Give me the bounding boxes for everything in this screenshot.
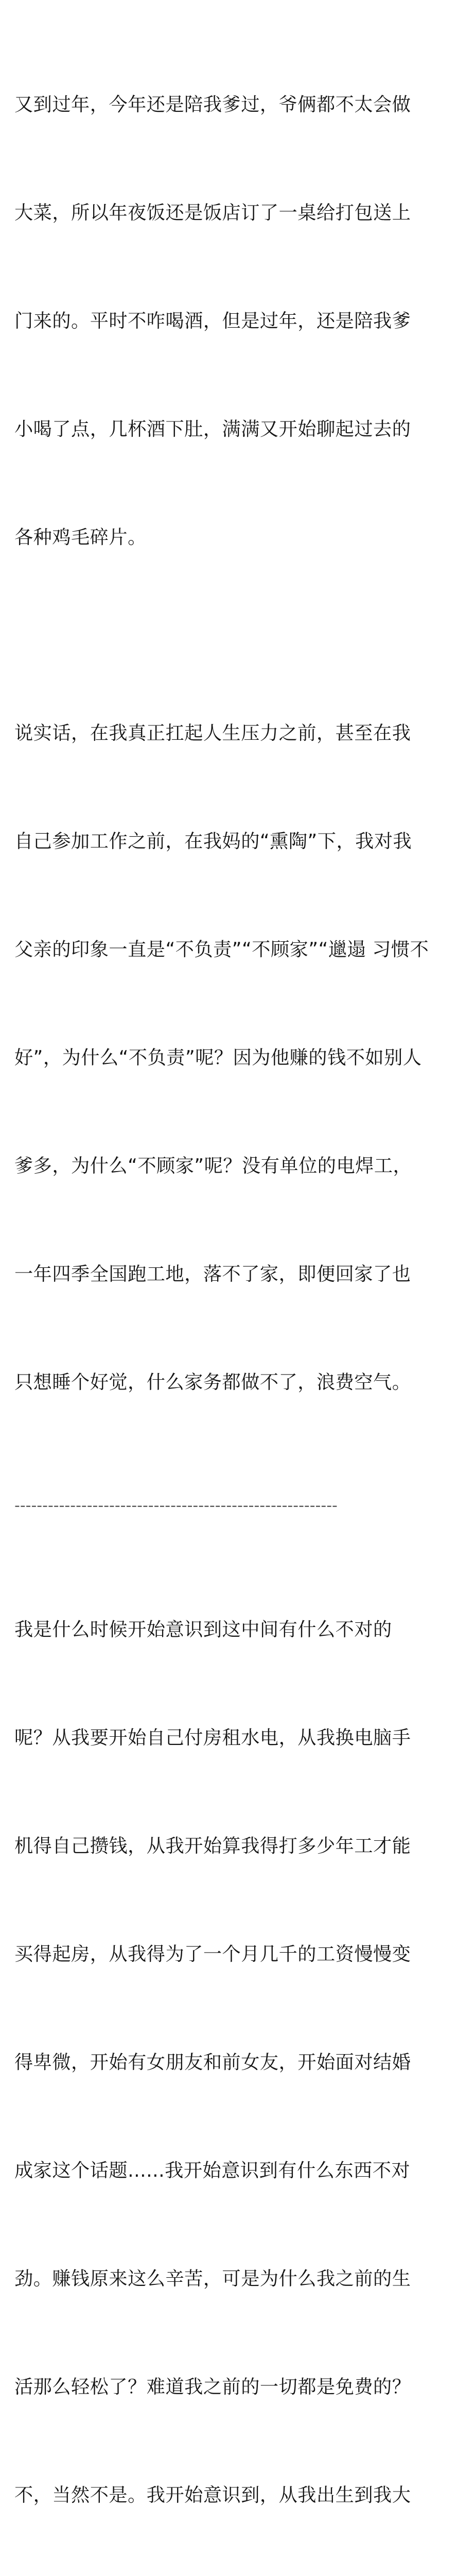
text-line: 买得起房，从我得为了一个月几千的工资慢慢变 [14, 1943, 411, 1965]
text-line: 自己参加工作之前，在我妈的“熏陶”下，我对我 [14, 830, 412, 852]
text-line: 门来的。平时不咋喝酒，但是过年，还是陪我爹 [14, 310, 411, 332]
text-line: 各种鸡毛碎片。 [14, 526, 147, 548]
text-line: 好”，为什么“不负责”呢？因为他赚的钱不如别人 [14, 1046, 422, 1069]
text-line: 父亲的印象一直是“不负责”“不顾家”“邋遢 习惯不 [14, 938, 429, 960]
text-line: 不，当然不是。我开始意识到，从我出生到我大 [14, 2484, 411, 2506]
text-line: 大菜，所以年夜饭还是饭店订了一桌给打包送上 [14, 201, 411, 224]
text-line: 劲。赚钱原来这么辛苦，可是为什么我之前的生 [14, 2267, 411, 2290]
text-line: 只想睡个好觉，什么家务都做不了，浪费空气。 [14, 1371, 411, 1393]
paragraph-2 [14, 643, 443, 1472]
paragraph-1 [14, 14, 443, 628]
text-line: 小喝了点，几杯酒下肚，满满又开始聊起过去的 [14, 418, 411, 440]
section-divider: ---------------------------------------------------------- [14, 1497, 338, 1515]
article-body [14, 14, 443, 2576]
text-line: 一年四季全国跑工地，落不了家，即便回家了也 [14, 1263, 411, 1285]
text-line: 说实话，在我真正扛起人生压力之前，甚至在我 [14, 722, 411, 744]
text-line: 我是什么时候开始意识到这中间有什么不对的 [14, 1618, 392, 1640]
text-line: 活那么轻松了？难道我之前的一切都是免费的？ [14, 2376, 411, 2398]
text-line: 得卑微，开始有女朋友和前女友，开始面对结婚 [14, 2051, 411, 2073]
text-line: 爹多，为什么“不顾家”呢？没有单位的电焊工， [14, 1155, 412, 1177]
text-line: 机得自己攒钱，从我开始算我得打多少年工才能 [14, 1835, 411, 1857]
paragraph-3 [14, 1539, 443, 2576]
text-line: 成家这个话题......我开始意识到有什么东西不对 [14, 2159, 411, 2181]
text-line: 呢？从我要开始自己付房租水电，从我换电脑手 [14, 1726, 411, 1749]
text-line: 又到过年，今年还是陪我爹过，爷俩都不太会做 [14, 93, 411, 115]
